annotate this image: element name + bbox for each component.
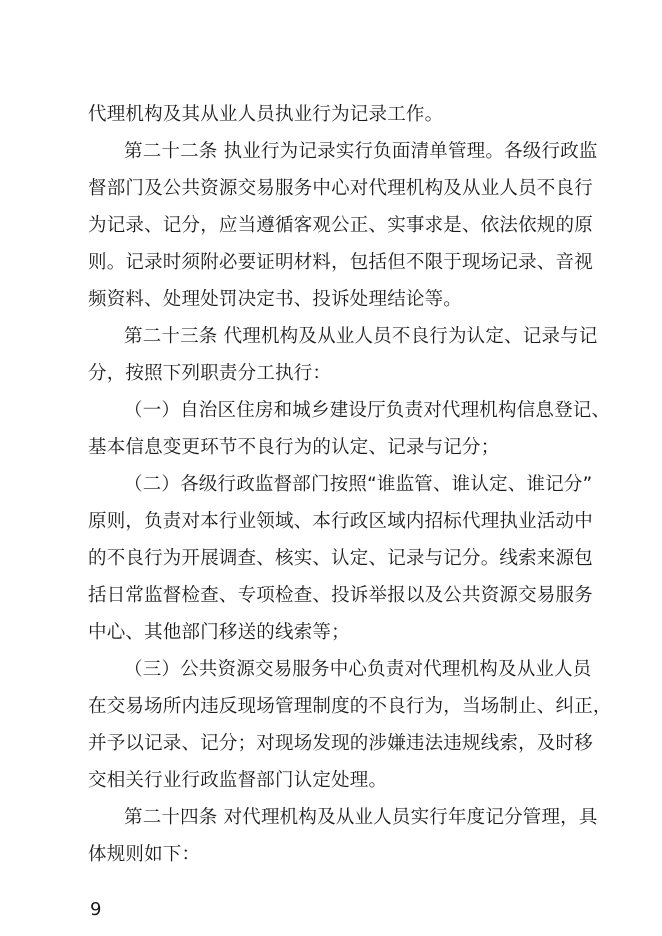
text-line-5: 则。记录时须附必要证明材料，包括但不限于现场记录、音视 — [88, 252, 593, 273]
text-line-18: 并予以记录、记分；对现场发现的涉嫌违法违规线索，及时移 — [88, 733, 593, 754]
text-line-15: 中心、其他部门移送的线索等； — [88, 622, 350, 643]
article-23-heading-line: 第二十三条 代理机构及从业人员不良行为认定、记录与记 — [124, 326, 598, 347]
text-line-19: 交相关行业行政监督部门认定处理。 — [88, 770, 388, 791]
page-number: 9 — [90, 899, 102, 920]
text-line-21: 体规则如下： — [88, 844, 201, 865]
text-line-17: 在交易场所内违反现场管理制度的不良行为，当场制止、纠正， — [88, 696, 612, 717]
text-line-14: 括日常监督检查、专项检查、投诉举报以及公共资源交易服务 — [88, 585, 593, 606]
text-line-8: 分，按照下列职责分工执行： — [88, 363, 332, 384]
article-24-heading-line: 第二十四条 对代理机构及从业人员实行年度记分管理，具 — [124, 807, 598, 828]
item-1-line: （一）自治区住房和城乡建设厅负责对代理机构信息登记、 — [124, 400, 611, 421]
text-line-13: 的不良行为开展调查、核实、认定、记录与记分。线索来源包 — [88, 548, 593, 569]
text-line-1: 代理机构及其从业人员执业行为记录工作。 — [88, 104, 444, 125]
text-line-6: 频资料、处理处罚决定书、投诉处理结论等。 — [88, 289, 463, 310]
text-line-12: 原则，负责对本行业领域、本行政区域内招标代理执业活动中 — [88, 511, 593, 532]
item-2-line: （二）各级行政监督部门按照“谁监管、谁认定、谁记分” — [124, 474, 593, 495]
text-line-10: 基本信息变更环节不良行为的认定、记录与记分； — [88, 437, 500, 458]
text-line-3: 督部门及公共资源交易服务中心对代理机构及从业人员不良行 — [88, 178, 593, 199]
text-line-4: 为记录、记分，应当遵循客观公正、实事求是、依法依规的原 — [88, 215, 593, 236]
article-22-heading-line: 第二十二条 执业行为记录实行负面清单管理。各级行政监 — [124, 141, 598, 162]
item-3-line: （三）公共资源交易服务中心负责对代理机构及从业人员 — [124, 659, 592, 680]
